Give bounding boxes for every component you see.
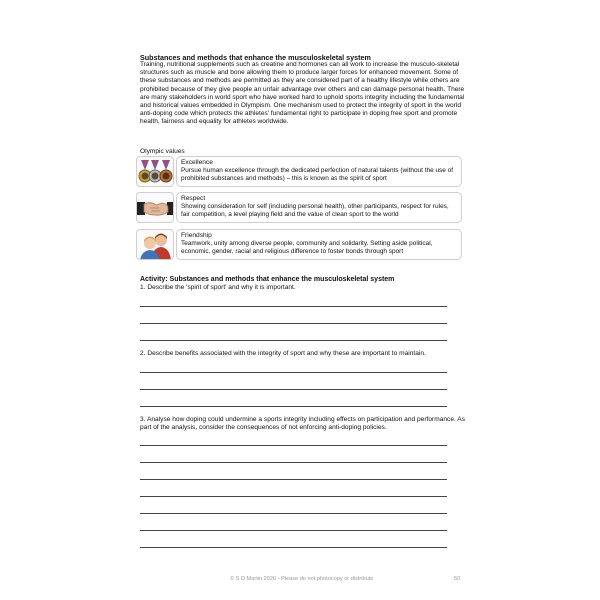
value-description: Showing consideration for self (including personal health), other participants, respect for rules, fair competition, a level playing field and the value of clean sport to the world (181, 203, 449, 218)
value-row-excellence (136, 156, 462, 187)
people-icon (136, 229, 174, 260)
value-box-friendship (176, 229, 462, 260)
answer-line[interactable] (140, 306, 447, 307)
answer-line[interactable] (140, 389, 447, 390)
medals-icon (136, 156, 174, 187)
value-description: Pursue human excellence through the dedicated perfection of natural talents (without the use of prohibited substances and methods) – this is known as the spirit of sport (181, 167, 453, 182)
olympic-values-title: Olympic values (140, 148, 185, 155)
answer-line[interactable] (140, 372, 447, 373)
answer-line[interactable] (140, 462, 447, 463)
intro-paragraph: Training, nutritional supplements such as creatine and hormones can all work to increase the musculo-skeletal structures such as muscle and bone allowing them to produce larger forces for enhanced movement. Some of these substances and methods are permitted as they are considered part of a healthy lifestyle while others are prohibited because of they give people an unfair advantage over others and can damage personal health. There are many stakeholders in world sport who have worked hard to uphold sports integrity including the fundamental and historical values embedded in Olympism. One mechanism used to protect the integrity of sport in the world anti-doping code which protects the athletes' fundamental right to participate in doping free sport and promote health, fairness and equality for athletes worldwide. (140, 61, 465, 126)
value-name: Excellence (181, 159, 213, 166)
value-row-respect (136, 192, 462, 223)
value-box-excellence (176, 156, 462, 187)
answer-line[interactable] (140, 547, 447, 548)
answer-line[interactable] (140, 323, 447, 324)
answer-line[interactable] (140, 479, 447, 480)
value-row-friendship (136, 229, 462, 260)
answer-line[interactable] (140, 496, 447, 497)
handshake-icon (136, 192, 174, 223)
answer-line[interactable] (140, 406, 447, 407)
value-description: Teamwork, unity among diverse people, community and solidarity. Setting aside political, economic, gender, racial and religious difference to foster bonds through sport (181, 240, 433, 255)
activity-title: Activity: Substances and methods that enhance the musculoskeletal system (140, 276, 395, 283)
question-1: 1. Describe the 'spirit of sport' and why it is important. (140, 284, 296, 291)
question-2: 2. Describe benefits associated with the integrity of sport and why these are important to maintain. (140, 350, 426, 357)
value-name: Friendship (181, 232, 212, 239)
value-box-respect (176, 192, 462, 223)
copyright-notice: © S D Martin 2026 - Please do not photocopy or distribute (230, 576, 374, 582)
page-number: 50 (454, 576, 461, 582)
question-3: 3. Analyse how doping could undermine a sports integrity including effects on participation and performance. As part of the analysis, consider the consequences of not enforcing anti-doping policies. (140, 416, 465, 432)
section-heading: Substances and methods that enhance the musculoskeletal system (140, 53, 371, 62)
answer-line[interactable] (140, 530, 447, 531)
answer-line[interactable] (140, 340, 447, 341)
answer-line[interactable] (140, 445, 447, 446)
answer-line[interactable] (140, 513, 447, 514)
value-name: Respect (181, 195, 206, 202)
